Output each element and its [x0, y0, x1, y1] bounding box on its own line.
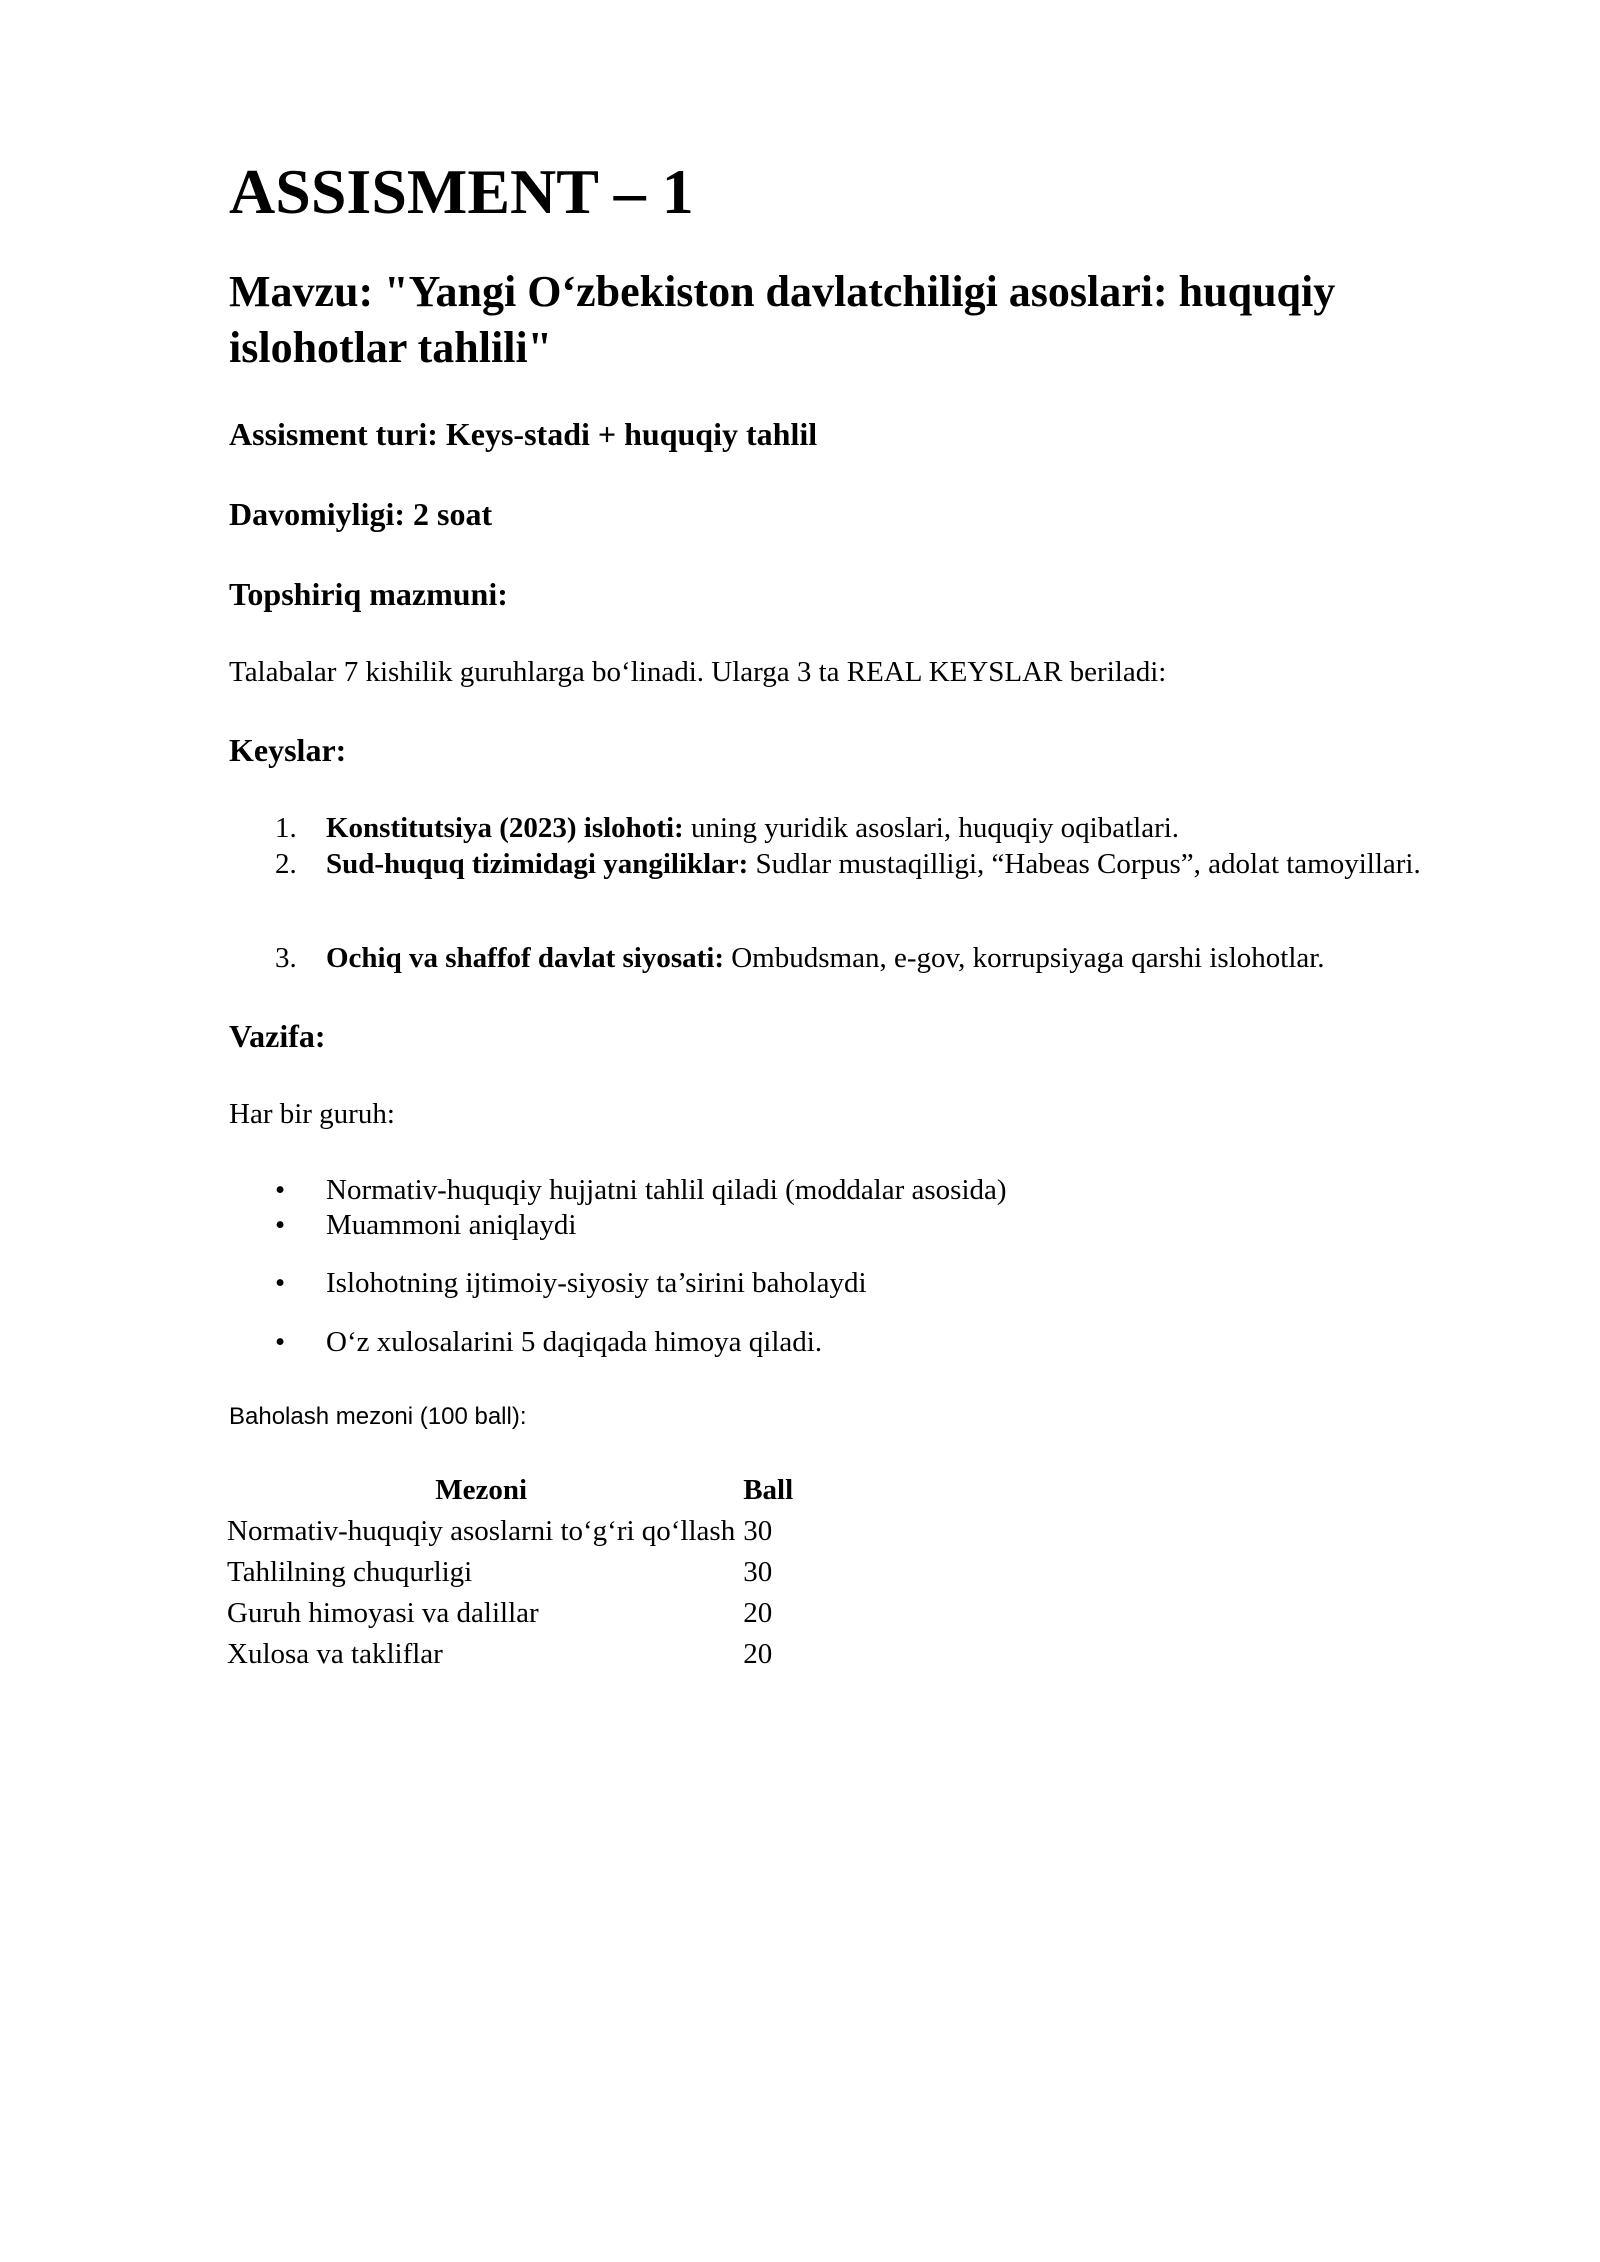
- criterion-cell: Normativ-huquqiy asoslarni to‘g‘ri qo‘llash: [227, 1515, 736, 1547]
- cases-heading: Keyslar:: [229, 732, 347, 768]
- criterion-cell: Tahlilning chuqurligi: [227, 1556, 473, 1588]
- assignment-item-text: Muammoni aniqlaydi: [326, 1209, 577, 1241]
- bullet-icon: •: [275, 1267, 286, 1299]
- document-title: ASSISMENT – 1: [229, 156, 694, 227]
- case-title: Ochiq va shaffof davlat siyosati:: [326, 942, 724, 974]
- assignment-intro: Har bir guruh:: [229, 1098, 395, 1130]
- column-header: Ball: [743, 1474, 794, 1506]
- bullet-icon: •: [275, 1209, 286, 1241]
- task-text: Talabalar 7 kishilik guruhlarga bo‘linadi. Ularga 3 ta REAL KEYSLAR beriladi:: [229, 656, 1167, 688]
- table-row: [223, 1593, 797, 1634]
- case-number: 3.: [275, 942, 297, 974]
- case-text: uning yuridik asoslari, huquqiy oqibatlari.: [683, 812, 1180, 844]
- table-header-row: [223, 1470, 797, 1511]
- assessment-type-heading: Assisment turi: Keys-stadi + huquqiy tahlil: [229, 416, 818, 452]
- criterion-cell: Guruh himoyasi va dalillar: [227, 1597, 539, 1629]
- points-cell: 20: [743, 1597, 773, 1629]
- assignment-item-text: Islohotning ijtimoiy-siyosiy ta’sirini baholaydi: [326, 1267, 867, 1299]
- column-header: Mezoni: [435, 1474, 528, 1506]
- points-cell: 20: [743, 1638, 773, 1670]
- criteria-caption: Baholash mezoni (100 ball):: [229, 1403, 527, 1430]
- bullet-icon: •: [275, 1174, 286, 1206]
- table-row: [223, 1634, 797, 1675]
- bullet-icon: •: [275, 1326, 286, 1358]
- case-number: 1.: [275, 812, 297, 844]
- duration-heading: Davomiyligi: 2 soat: [229, 496, 493, 532]
- case-title: Konstitutsiya (2023) islohoti:: [326, 812, 684, 844]
- assignment-item-text: Normativ-huquqiy hujjatni tahlil qiladi (moddalar asosida): [326, 1174, 1007, 1206]
- points-cell: 30: [743, 1515, 773, 1547]
- assignment-heading: Vazifa:: [229, 1018, 326, 1054]
- case-number: 2.: [275, 848, 297, 880]
- topic-heading: Mavzu: "Yangi O‘zbekiston davlatchiligi asoslari: huquqiy islohotlar tahlili": [229, 267, 1336, 372]
- criterion-cell: Xulosa va takliflar: [227, 1638, 443, 1670]
- points-cell: 30: [743, 1556, 773, 1588]
- task-heading: Topshiriq mazmuni:: [229, 576, 508, 612]
- criteria-table: [223, 1470, 797, 1675]
- case-text: Sudlar mustaqilligi, “Habeas Corpus”, adolat tamoyillari.: [748, 848, 1421, 880]
- table-row: [223, 1511, 797, 1552]
- case-title: Sud-huquq tizimidagi yangiliklar:: [326, 848, 749, 880]
- table-row: [223, 1552, 797, 1593]
- case-text: Ombudsman, e-gov, korrupsiyaga qarshi islohotlar.: [723, 942, 1325, 974]
- assignment-item-text: O‘z xulosalarini 5 daqiqada himoya qiladi.: [326, 1326, 823, 1358]
